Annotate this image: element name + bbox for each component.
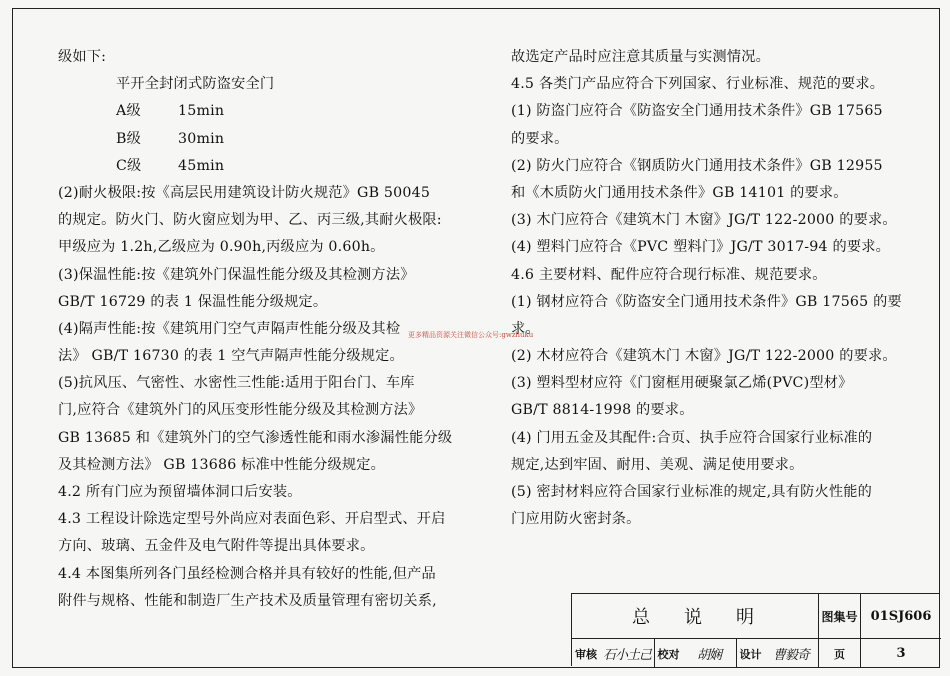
text-line: 级如下: (58, 49, 107, 65)
text-line: 平开全封闭式防盗安全门 (116, 76, 275, 93)
grade-label: A级 (116, 103, 141, 120)
text-line: 法》 GB/T 16730 的表 1 空气声隔声性能分级规定。 (58, 348, 404, 365)
grade-line (58, 98, 466, 125)
text-line: (2) 防火门应符合《钢质防火门通用技术条件》GB 12955 (511, 157, 883, 174)
text-line: 4.3 工程设计除选定型号外尚应对表面色彩、开启型式、开启 (58, 511, 446, 528)
text-line: 规定,达到牢固、耐用、美观、满足使用要求。 (511, 456, 804, 473)
text-line: 门应用防火密封条。 (511, 511, 641, 528)
text-line: (3)保温性能:按《建筑外门保温性能分级及其检测方法》 (58, 266, 415, 283)
text-line: 4.2 所有门应为预留墙体洞口后安装。 (58, 484, 302, 500)
grade-label: B级 (116, 130, 142, 147)
grade-label: C级 (116, 157, 142, 174)
grade-value: 45min (178, 157, 225, 174)
review-signature: 石小土己 (602, 648, 651, 663)
text-line: (4)隔声性能:按《建筑用门空气声隔声性能分级及其检 (58, 320, 401, 337)
text-line: 方向、玻璃、五金件及电气附件等提出具体要求。 (58, 538, 375, 555)
title-block (571, 593, 940, 666)
design-label: 设计 (736, 639, 764, 668)
grade-value: 15min (178, 103, 225, 120)
text-line: (3) 塑料型材应符《门窗框用硬聚氯乙烯(PVC)型材》 (511, 375, 853, 392)
page-number: 3 (860, 639, 941, 668)
left-text-column (58, 44, 466, 615)
atlas-number-label: 图集号 (818, 594, 860, 638)
check-label: 校对 (654, 639, 682, 668)
text-line: GB 13685 和《建筑外门的空气渗透性能和雨水渗漏性能分级 (58, 429, 453, 446)
text-line: 4.5 各类门产品应符合下列国家、行业标准、规范的要求。 (511, 76, 885, 93)
page-label: 页 (818, 639, 860, 668)
text-line: 4.6 主要材料、配件应符合现行标准、规范要求。 (511, 266, 827, 283)
text-line: 及其检测方法》 GB 13686 标准中性能分级规定。 (58, 456, 386, 473)
review-label: 审核 (575, 647, 597, 661)
text-line: (2)耐火极限:按《高层民用建筑设计防火规范》GB 50045 (58, 184, 431, 201)
text-line: (5) 密封材料应符合国家行业标准的规定,具有防火性能的 (511, 484, 873, 500)
text-line: 求。 (511, 320, 540, 337)
text-line: 故选定产品时应注意其质量与实测情况。 (511, 49, 770, 65)
text-line: GB/T 16729 的表 1 保温性能分级规定。 (58, 293, 328, 310)
signature-row (572, 638, 941, 668)
text-line: 门,应符合《建筑外门的风压变形性能分级及其检测方法》 (58, 402, 423, 419)
text-line: 的要求。 (511, 130, 569, 147)
text-line: 和《木质防火门通用技术条件》GB 14101 的要求。 (511, 184, 848, 201)
text-line: (1) 钢材应符合《防盗安全门通用技术条件》GB 17565 的要 (511, 293, 902, 310)
text-line: 4.4 本图集所列各门虽经检测合格并具有较好的性能,但产品 (58, 565, 436, 582)
drawing-title: 总说明 (632, 607, 788, 628)
text-line: (5)抗风压、气密性、水密性三性能:适用于阳台门、车库 (58, 375, 415, 392)
text-line: 附件与规格、性能和制造厂生产技术及质量管理有密切关系, (58, 592, 437, 609)
right-text-column (511, 44, 903, 533)
grade-value: 30min (178, 130, 225, 147)
grade-line (58, 126, 466, 153)
watermark-text: 更多精品资源关注微信公众号:gwzhuku (408, 331, 534, 339)
text-line: (4) 门用五金及其配件:合页、执手应符合国家行业标准的 (511, 429, 873, 446)
text-line: (3) 木门应符合《建筑木门 木窗》JG/T 122-2000 的要求。 (511, 212, 897, 229)
check-signature: 胡娴 (696, 648, 721, 663)
design-signature: 曹毅奇 (772, 648, 809, 663)
text-line: 甲级应为 1.2h,乙级应为 0.90h,丙级应为 0.60h。 (58, 239, 385, 256)
text-line: 的规定。防火门、防火窗应划为甲、乙、丙三级,其耐火极限: (58, 212, 442, 229)
atlas-number: 01SJ606 (860, 594, 941, 638)
text-line: (2) 木材应符合《建筑木门 木窗》JG/T 122-2000 的要求。 (511, 348, 897, 365)
text-line: (4) 塑料门应符合《PVC 塑料门》JG/T 3017-94 的要求。 (511, 239, 891, 256)
text-line: (1) 防盗门应符合《防盗安全门通用技术条件》GB 17565 (511, 103, 883, 120)
text-line: GB/T 8814-1998 的要求。 (511, 402, 694, 419)
grade-line (58, 153, 466, 180)
